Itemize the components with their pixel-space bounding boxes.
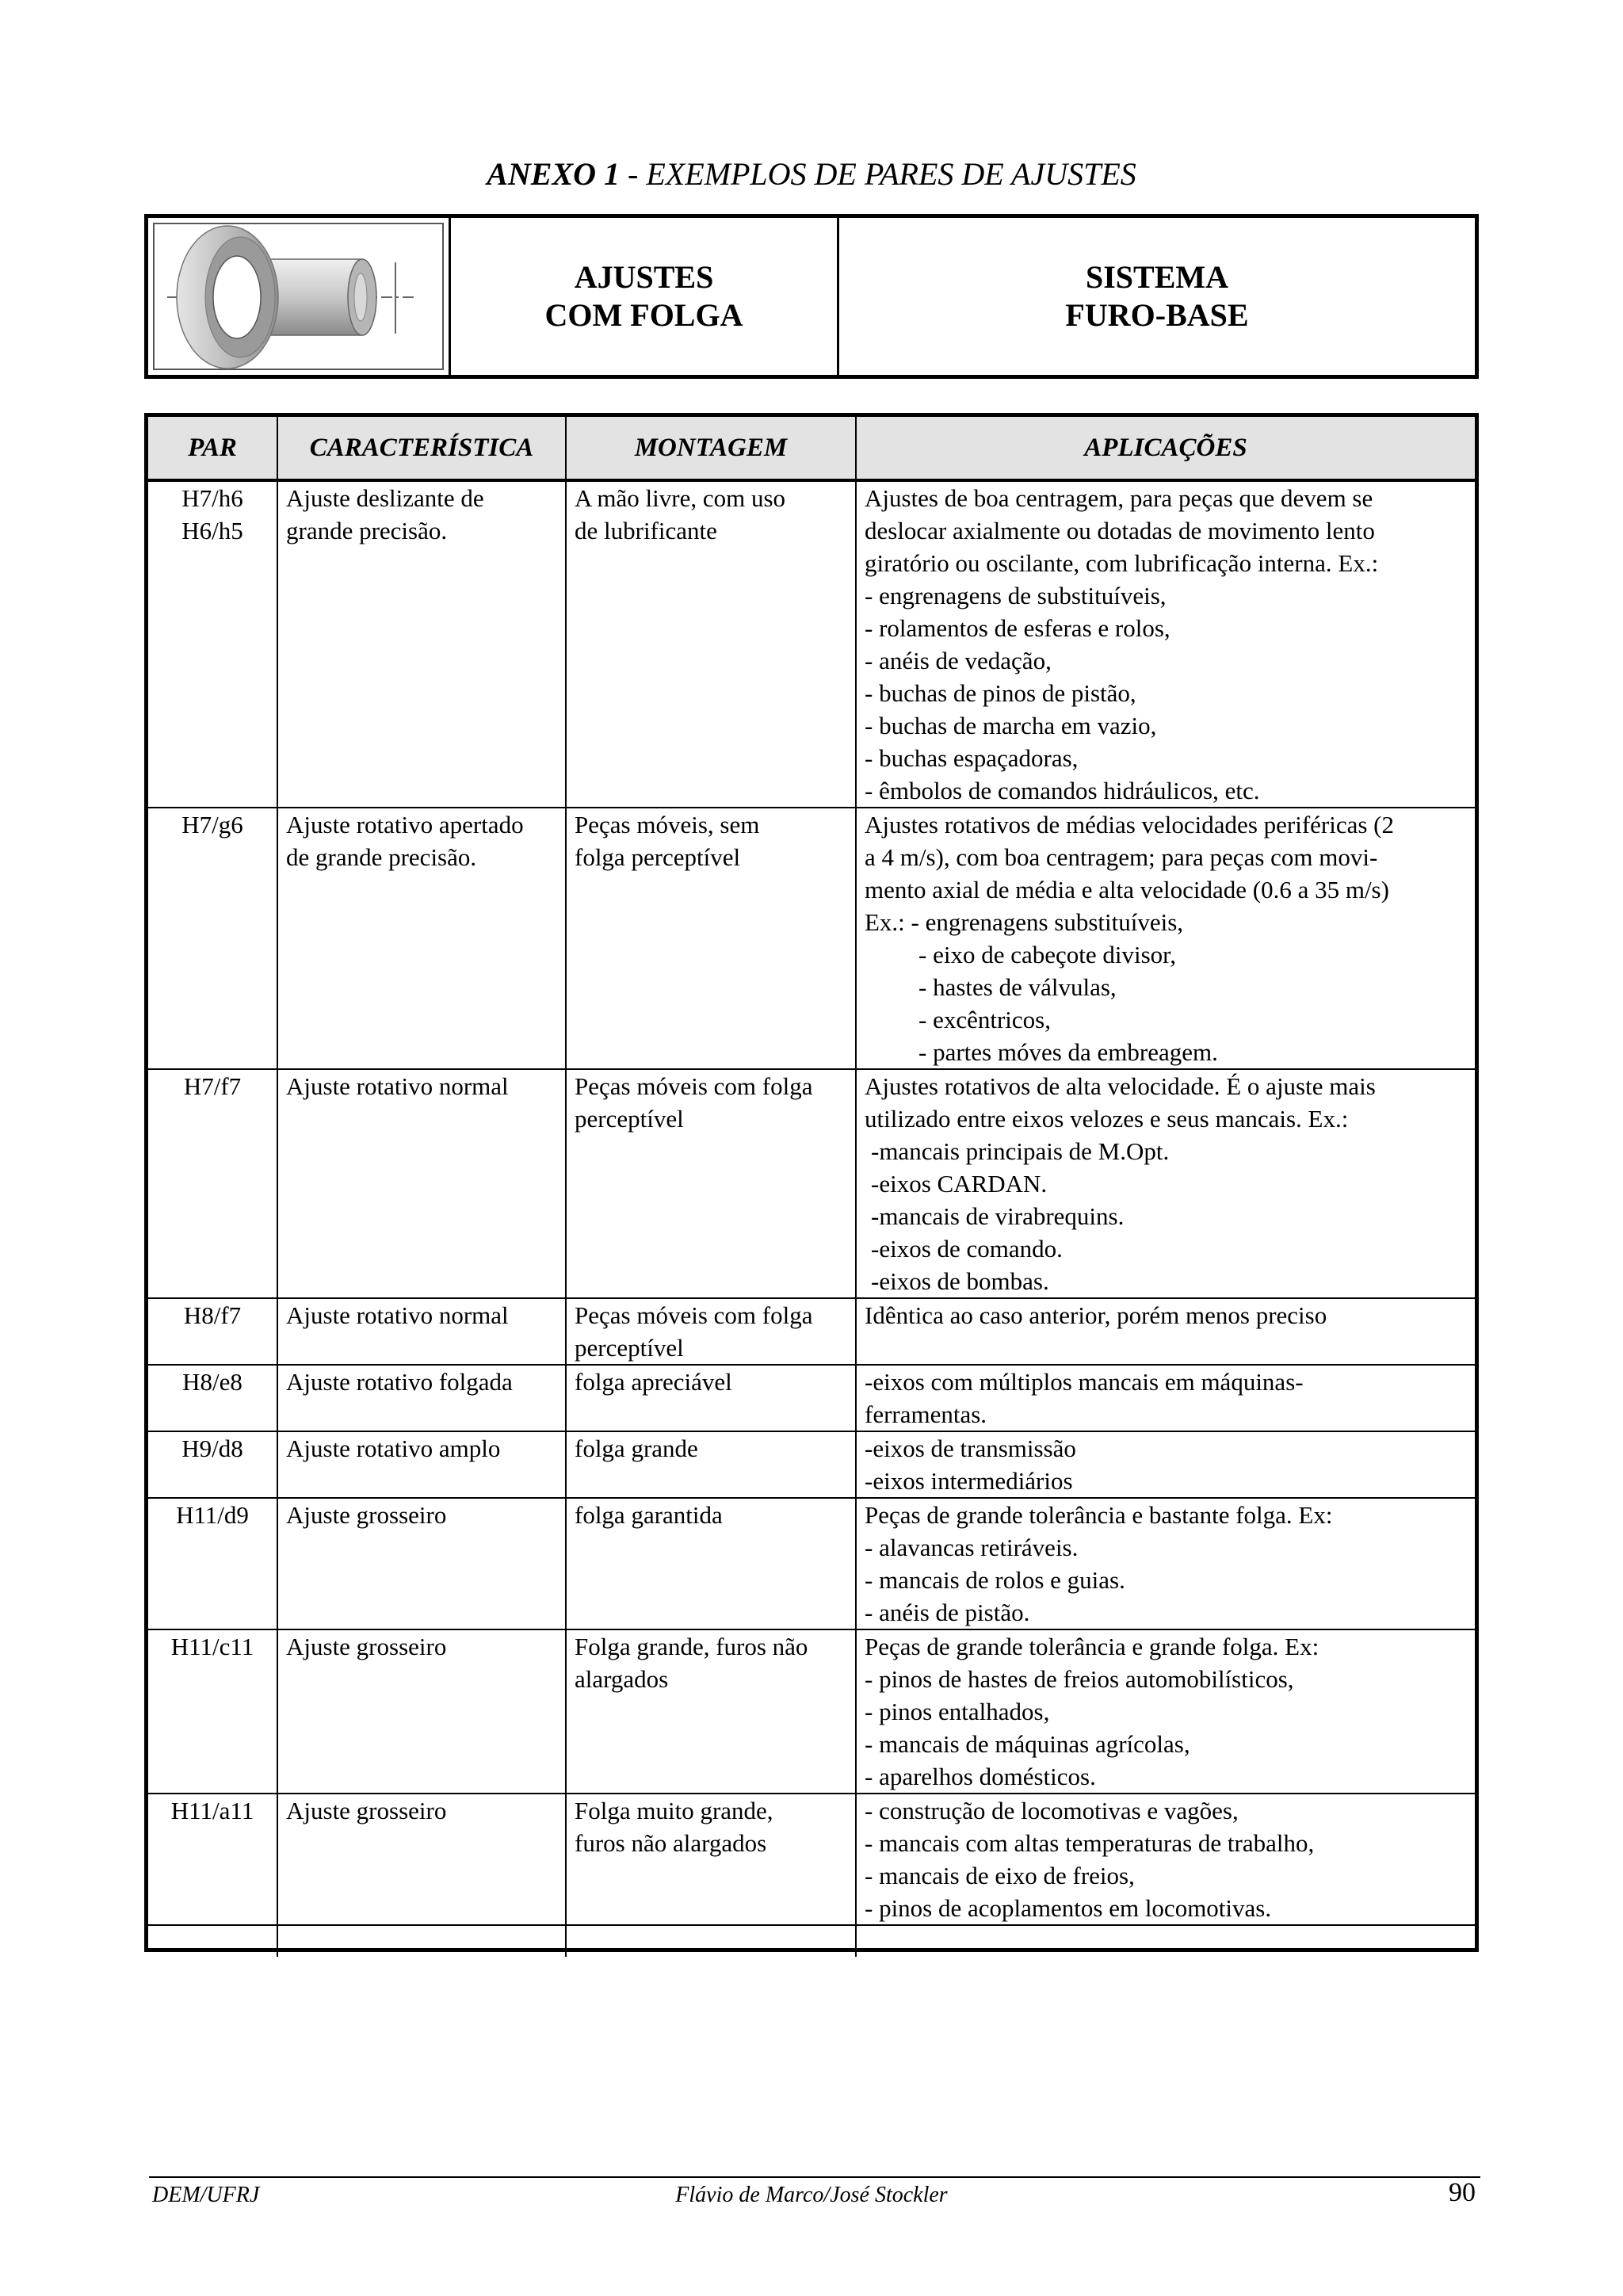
col-header-par: PAR — [148, 417, 277, 480]
cell-caracteristica: Ajuste rotativo normal — [277, 1298, 566, 1365]
cell-par: H11/c11 — [148, 1629, 277, 1794]
table-row — [148, 1298, 1475, 1365]
col-header-caracteristica: CARACTERÍSTICA — [277, 417, 566, 480]
page-title: ANEXO 1 - EXEMPLOS DE PARES DE AJUSTES — [487, 156, 1136, 192]
footer-rule — [149, 2176, 1480, 2178]
footer-authors: Flávio de Marco/José Stockler — [675, 2183, 948, 2207]
cell-montagem: folga grande — [566, 1431, 856, 1498]
cell-aplicacoes: Ajustes de boa centragem, para peças que devem se deslocar axialmente ou dotadas de movimento lento giratório ou oscilante, com lubrificação interna. Ex.: - engrenagens de substituíveis, - rolamentos de esferas e rolos, - anéis de vedação, - buchas de pinos de pistão, - buchas de marcha em vazio, - buchas espaçadoras, - êmbolos de comandos hidráulicos, etc. — [856, 480, 1475, 808]
cell-montagem: Peças móveis com folga perceptível — [566, 1298, 856, 1365]
cell-par: H11/a11 — [148, 1794, 277, 1925]
table-row — [148, 1498, 1475, 1629]
cell-caracteristica: Ajuste deslizante de grande precisão. — [277, 480, 566, 808]
shaft-hole-illustration — [148, 218, 451, 375]
table-header-row — [148, 417, 1475, 480]
cell-caracteristica: Ajuste grosseiro — [277, 1794, 566, 1925]
cell-par: H9/d8 — [148, 1431, 277, 1498]
cell-par: H7/f7 — [148, 1069, 277, 1298]
page-number: 90 — [1449, 2178, 1476, 2207]
table-filler-row — [148, 1925, 1475, 1957]
cell-aplicacoes: Ajustes rotativos de médias velocidades periféricas (2 a 4 m/s), com boa centragem; para peças com movi- mento axial de média e alta velocidade (0.6 a 35 m/s) Ex.: - engrenagens substituíveis, - eixo de cabeçote divisor, - hastes de válvulas, - excêntricos, - partes móves da embreagem. — [856, 808, 1475, 1069]
cell-aplicacoes: -eixos de transmissão -eixos intermediários — [856, 1431, 1475, 1498]
table-row — [148, 808, 1475, 1069]
col-header-montagem: MONTAGEM — [566, 417, 856, 480]
table-row — [148, 1365, 1475, 1431]
header-box — [144, 214, 1479, 379]
cell-par: H8/e8 — [148, 1365, 277, 1431]
col-header-aplicacoes: APLICAÇÕES — [856, 417, 1475, 480]
table-row — [148, 1629, 1475, 1794]
table-row — [148, 480, 1475, 808]
cell-caracteristica: Ajuste rotativo amplo — [277, 1431, 566, 1498]
footer-institution: DEM/UFRJ — [152, 2183, 260, 2207]
cell-aplicacoes: - construção de locomotivas e vagões, - mancais com altas temperaturas de trabalho, - mancais de eixo de freios, - pinos de acoplamentos em locomotivas. — [856, 1794, 1475, 1925]
cell-caracteristica: Ajuste rotativo normal — [277, 1069, 566, 1298]
table-row — [148, 1069, 1475, 1298]
cell-par: H8/f7 — [148, 1298, 277, 1365]
cell-par: H11/d9 — [148, 1498, 277, 1629]
fits-table — [144, 413, 1479, 1952]
cell-montagem: folga garantida — [566, 1498, 856, 1629]
cell-montagem: Folga grande, furos não alargados — [566, 1629, 856, 1794]
header-fit-type: AJUSTES COM FOLGA — [451, 218, 839, 375]
table-row — [148, 1794, 1475, 1925]
table-row — [148, 1431, 1475, 1498]
cell-aplicacoes: Peças de grande tolerância e bastante folga. Ex: - alavancas retiráveis. - mancais de rolos e guias. - anéis de pistão. — [856, 1498, 1475, 1629]
cell-montagem: folga apreciável — [566, 1365, 856, 1431]
cell-montagem: Peças móveis com folga perceptível — [566, 1069, 856, 1298]
cell-caracteristica: Ajuste rotativo folgada — [277, 1365, 566, 1431]
cell-aplicacoes: Idêntica ao caso anterior, porém menos preciso — [856, 1298, 1475, 1365]
cell-aplicacoes: Peças de grande tolerância e grande folga. Ex: - pinos de hastes de freios automobilísticos, - pinos entalhados, - mancais de máquinas agrícolas, - aparelhos domésticos. — [856, 1629, 1475, 1794]
cell-montagem: A mão livre, com uso de lubrificante — [566, 480, 856, 808]
cell-aplicacoes: -eixos com múltiplos mancais em máquinas- ferramentas. — [856, 1365, 1475, 1431]
cell-caracteristica: Ajuste grosseiro — [277, 1498, 566, 1629]
cell-par: H7/g6 — [148, 808, 277, 1069]
cell-aplicacoes: Ajustes rotativos de alta velocidade. É o ajuste mais utilizado entre eixos velozes e seus mancais. Ex.: -mancais principais de M.Opt. -eixos CARDAN. -mancais de virabrequins. -eixos de comando. -eixos de bombas. — [856, 1069, 1475, 1298]
cell-caracteristica: Ajuste rotativo apertado de grande precisão. — [277, 808, 566, 1069]
cell-montagem: Peças móveis, sem folga perceptível — [566, 808, 856, 1069]
cell-par: H7/h6 H6/h5 — [148, 480, 277, 808]
header-system: SISTEMA FURO-BASE — [1065, 259, 1249, 333]
cell-montagem: Folga muito grande, furos não alargados — [566, 1794, 856, 1925]
cell-caracteristica: Ajuste grosseiro — [277, 1629, 566, 1794]
